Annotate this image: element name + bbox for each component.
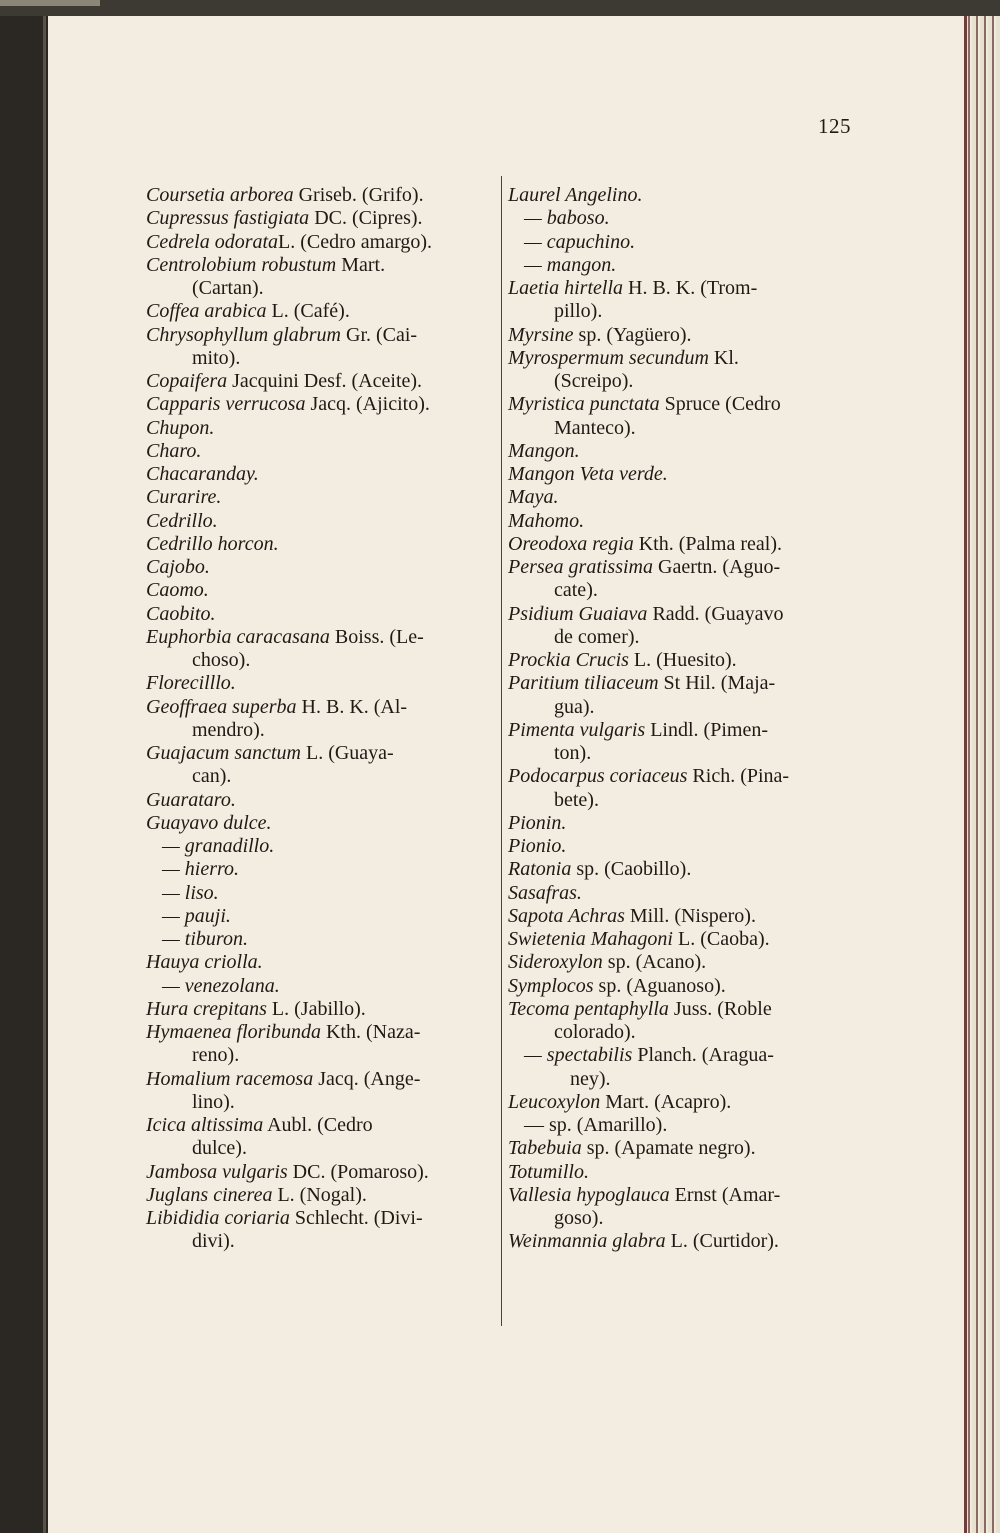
page-stack-edge (964, 16, 1000, 1533)
species-name: Cupressus fastigiata (146, 207, 310, 230)
species-entry (146, 579, 548, 602)
species-name: Euphorbia caracasana (146, 625, 330, 648)
species-name: Myrsine (508, 323, 574, 346)
species-name: Guaratаro. (146, 788, 236, 811)
species-entry (508, 905, 908, 928)
authority-common-name: L. (Nogal). (272, 1183, 367, 1206)
species-name: Tabebuia (508, 1137, 582, 1160)
authority-common-name: (Amarillo). (571, 1114, 668, 1136)
species-entry (508, 347, 908, 394)
authority-common-name: Mart. (Acapro). (600, 1090, 732, 1113)
species-name: — sp. (524, 1114, 572, 1136)
species-name: Sideroxylon (508, 951, 603, 974)
left-column (146, 184, 548, 1254)
species-entry (146, 882, 548, 905)
species-entry (508, 1114, 908, 1137)
species-name: Pimenta vulgaris (508, 718, 646, 741)
species-entry (508, 254, 908, 277)
species-name: Myrospermum secundum (508, 346, 709, 369)
species-entry (508, 928, 908, 951)
authority-common-name: sp. (Caobillo). (571, 858, 692, 881)
authority-common-name: Jacquini Desf. (Aceite). (227, 370, 423, 392)
species-name: Curarire. (146, 486, 222, 509)
species-name: Capparis verrucosa (146, 393, 306, 416)
entry-continuation: de comer). (554, 625, 640, 648)
species-entry (146, 370, 548, 393)
entry-continuation: divi). (192, 1230, 235, 1253)
species-entry (146, 1021, 548, 1068)
species-entry (508, 533, 908, 556)
species-name: Psidium Guaiava (508, 602, 648, 625)
authority-common-name: sp. (Yagüero). (573, 323, 692, 346)
species-entry (146, 393, 548, 416)
species-name: Libididia coriaria (146, 1207, 290, 1229)
species-entry (146, 463, 548, 486)
species-entry (146, 1161, 548, 1184)
species-name: — hierro. (162, 858, 240, 881)
authority-common-name: L. (Curtidor). (665, 1230, 779, 1253)
entry-continuation: dulce). (192, 1137, 247, 1160)
species-entry (146, 812, 548, 835)
authority-common-name: Jacq. (Ange- (313, 1067, 421, 1090)
entry-continuation: lino). (192, 1090, 235, 1113)
species-name: Caobito. (146, 602, 216, 625)
species-entry (146, 556, 548, 579)
species-name: Laetia hirtella (508, 277, 623, 299)
species-entry (508, 603, 908, 650)
species-name: Cedrillo horcon. (146, 532, 279, 555)
species-name: — capuchino. (524, 230, 636, 253)
species-name: Chacaranday. (146, 463, 259, 485)
species-entry (146, 789, 548, 812)
species-entry (508, 440, 908, 463)
species-name: — granadillo. (162, 835, 275, 857)
species-entry (146, 672, 548, 695)
species-name: — tiburon. (162, 928, 248, 950)
authority-common-name: Rich. (Pina- (687, 765, 790, 788)
species-entry (508, 1137, 908, 1160)
species-name: — baboso. (524, 207, 610, 230)
species-entry (146, 696, 548, 743)
species-entry (146, 231, 548, 254)
species-entry (508, 231, 908, 254)
species-name: Caomo. (146, 579, 209, 602)
species-name: Sapota Achras (508, 904, 625, 927)
authority-common-name: L. (Huesito). (628, 649, 737, 671)
authority-common-name: Lindl. (Pimen- (645, 718, 768, 741)
species-name: Pionin. (508, 811, 567, 834)
authority-common-name: Ernst (Amar- (669, 1183, 781, 1206)
entry-continuation: (Screipo). (554, 370, 634, 392)
species-entry (508, 393, 908, 440)
authority-common-name: H. B. K. (Al- (296, 695, 408, 718)
species-entry (508, 672, 908, 719)
species-entry (508, 207, 908, 230)
species-name: Tecoma pentaphylla (508, 997, 669, 1020)
entry-continuation: mendro). (192, 718, 265, 741)
species-entry (508, 1184, 908, 1231)
authority-common-name: Aubl. (Cedro (263, 1114, 373, 1136)
authority-common-name: Mart. (336, 253, 386, 276)
entry-continuation: (Cartan). (192, 277, 264, 299)
species-name: Pionio. (508, 835, 567, 857)
authority-common-name: Schlecht. (Divi- (289, 1207, 423, 1229)
species-entry (146, 254, 548, 301)
species-entry (146, 742, 548, 789)
entry-continuation: reno). (192, 1044, 240, 1067)
authority-common-name: L. (Jabillo). (266, 997, 366, 1020)
authority-common-name: DC. (Cipres). (309, 207, 423, 230)
entry-continuation: mito). (192, 346, 241, 369)
species-entry (508, 277, 908, 324)
species-name: — liso. (162, 881, 219, 904)
species-entry (508, 951, 908, 974)
species-name: Swietenia Mahagoni (508, 928, 673, 950)
species-entry (508, 975, 908, 998)
authority-common-name: Kth. (Palma real). (633, 532, 782, 555)
species-name: Persea gratissima (508, 556, 653, 578)
species-name: Ratonia (508, 858, 572, 881)
species-name: Oreodoxa regia (508, 532, 634, 555)
species-entry (146, 1114, 548, 1161)
species-name: Juglans cinerea (146, 1183, 273, 1206)
species-name: Charo. (146, 439, 202, 462)
species-name: Jambosa vulgaris (146, 1160, 288, 1183)
species-name: Hura crepitans (146, 997, 267, 1020)
species-name: Chupon. (146, 416, 215, 439)
species-entry (508, 463, 908, 486)
species-name: Cedrela odorata (146, 230, 279, 253)
species-name: Mahomo. (508, 509, 585, 532)
authority-common-name: Planch. (Aragua- (632, 1044, 774, 1067)
species-entry (508, 510, 908, 533)
species-name: Copaifera (146, 370, 228, 392)
right-column (508, 184, 908, 1254)
species-entry (508, 1091, 908, 1114)
authority-common-name: Mill. (Nispero). (624, 904, 756, 927)
species-name: Hymaenea floribunda (146, 1021, 321, 1043)
authority-common-name: sp. (Apamate negro). (581, 1137, 756, 1160)
species-entry (146, 858, 548, 881)
species-name: Leucoxylon (508, 1090, 601, 1113)
entry-continuation: ney). (570, 1067, 611, 1090)
entry-continuation: ton). (554, 742, 592, 764)
species-entry (508, 835, 908, 858)
species-entry (146, 835, 548, 858)
species-entry (146, 626, 548, 673)
species-name: Vallesia hypoglauca (508, 1183, 670, 1206)
species-name: Myristica punctata (508, 393, 660, 416)
species-name: Symplocos (508, 974, 594, 997)
authority-common-name: Kth. (Naza- (320, 1021, 421, 1043)
species-entry (146, 486, 548, 509)
species-name: Weinmannia glabra (508, 1230, 666, 1253)
authority-common-name: Gr. (Cai- (341, 323, 418, 346)
species-entry (508, 812, 908, 835)
authority-common-name: Kl. (708, 346, 739, 369)
species-entry (146, 533, 548, 556)
book-page (48, 16, 964, 1533)
species-name: Icica altissima (146, 1114, 264, 1136)
species-entry (146, 603, 548, 626)
species-name: Laurel Angelino. (508, 184, 643, 206)
species-entry (508, 882, 908, 905)
authority-common-name: L. (Café). (266, 300, 350, 323)
species-name: Geoffraea superba (146, 695, 297, 718)
authority-common-name: sp. (Acano). (602, 951, 707, 974)
species-entry (508, 649, 908, 672)
authority-common-name: sp. (Aguanoso). (593, 974, 726, 997)
authority-common-name: St Hil. (Maja- (658, 672, 776, 695)
species-name: — venezolana. (162, 974, 280, 997)
authority-common-name: Jacq. (Ajicito). (305, 393, 430, 416)
authority-common-name: DC. (Pomaroso). (287, 1160, 429, 1183)
species-entry (146, 998, 548, 1021)
species-name: Paritium tiliaceum (508, 672, 659, 695)
species-name: Florecilllo. (146, 672, 236, 695)
species-name: Hauya criolla. (146, 951, 263, 974)
column-divider (501, 176, 502, 1326)
species-name: — spectabilis (524, 1044, 633, 1067)
species-entry (146, 440, 548, 463)
species-name: Homalium racemosa (146, 1067, 314, 1090)
species-entry (508, 1161, 908, 1184)
species-name: Sasafras. (508, 881, 582, 904)
authority-common-name: L. (Cedro amargo). (278, 230, 433, 253)
species-entry (146, 184, 548, 207)
entry-continuation: colorado). (554, 1021, 636, 1043)
species-entry (146, 928, 548, 951)
page-number: 125 (818, 114, 851, 138)
species-entry (508, 324, 908, 347)
authority-common-name: H. B. K. (Trom- (623, 277, 758, 299)
authority-common-name: Juss. (Roble (668, 997, 772, 1020)
species-name: Centrolobium robustum (146, 253, 337, 276)
species-entry (146, 324, 548, 371)
authority-common-name: Boiss. (Le- (329, 625, 424, 648)
species-entry (146, 1068, 548, 1115)
species-entry (146, 1184, 548, 1207)
species-entry (508, 184, 908, 207)
authority-common-name: L. (Guaya- (300, 742, 394, 764)
authority-common-name: Spruce (Cedro (659, 393, 781, 416)
species-name: Cajobo. (146, 556, 210, 578)
book-spine-edge (0, 16, 48, 1533)
authority-common-name: Gaertn. (Aguo- (653, 556, 781, 578)
entry-continuation: goso). (554, 1207, 604, 1229)
species-entry (146, 975, 548, 998)
species-name: Podocarpus coriaceus (508, 765, 688, 788)
species-entry (508, 765, 908, 812)
species-entry (146, 905, 548, 928)
species-name: Mangon Veta verde. (508, 463, 668, 485)
species-name: Guajacum sanctum (146, 742, 301, 764)
species-entry (146, 951, 548, 974)
entry-continuation: cate). (554, 579, 598, 602)
authority-common-name: Radd. (Guayavo (647, 602, 784, 625)
species-name: Chrysophyllum glabrum (146, 323, 341, 346)
species-entry (508, 486, 908, 509)
entry-continuation: gua). (554, 695, 595, 718)
species-name: Totumillo. (508, 1160, 589, 1183)
species-name: Guayavo dulce. (146, 811, 272, 834)
species-name: Coursetia arborea (146, 184, 294, 206)
entry-continuation: bete). (554, 788, 599, 811)
species-entry (508, 1044, 908, 1091)
species-name: Maya. (508, 486, 559, 509)
species-entry (146, 510, 548, 533)
species-entry (146, 417, 548, 440)
species-entry (508, 998, 908, 1045)
species-entry (508, 719, 908, 766)
authority-common-name: L. (Caoba). (672, 928, 770, 950)
entry-continuation: pillo). (554, 300, 603, 323)
species-entry (508, 556, 908, 603)
species-entry (508, 1230, 908, 1253)
species-entry (146, 300, 548, 323)
top-scan-edge (0, 0, 1000, 16)
species-entry (146, 207, 548, 230)
species-entry (508, 858, 908, 881)
species-name: Mangon. (508, 439, 580, 462)
entry-continuation: can). (192, 765, 232, 788)
species-name: Cedrillo. (146, 509, 218, 532)
entry-continuation: choso). (192, 649, 251, 671)
species-name: — mangon. (524, 253, 617, 276)
entry-continuation: Manteco). (554, 416, 636, 439)
species-entry (146, 1207, 548, 1254)
species-name: — pauji. (162, 904, 231, 927)
species-name: Coffea arabica (146, 300, 267, 323)
authority-common-name: Griseb. (Grifo). (293, 184, 424, 206)
species-name: Prockia Crucis (508, 649, 629, 671)
